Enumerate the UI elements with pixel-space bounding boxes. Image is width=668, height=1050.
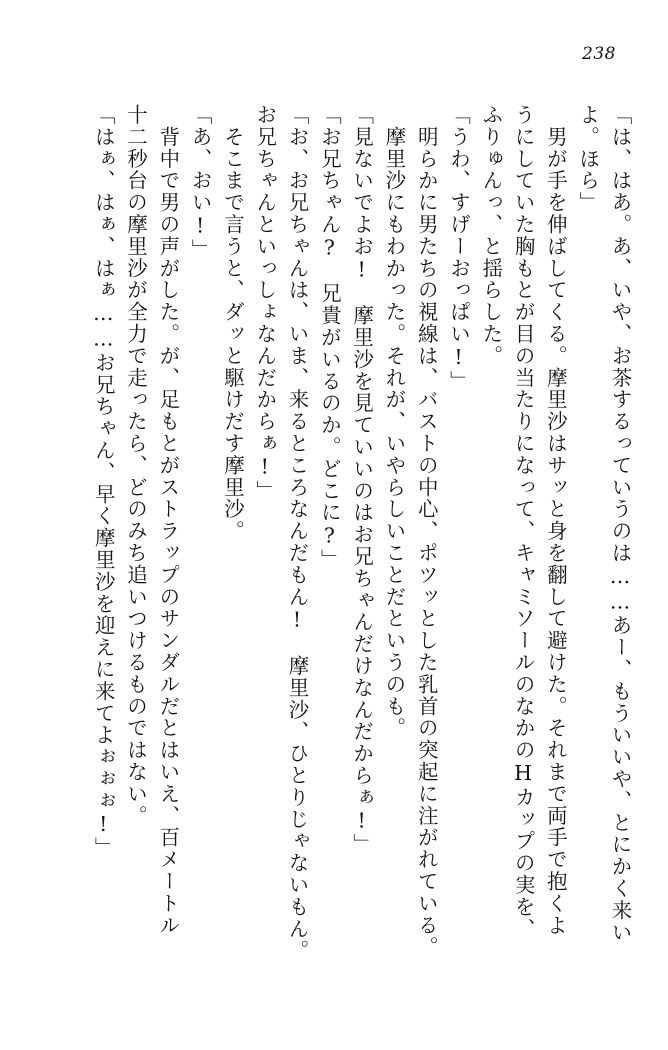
text-line: 明らかに男たちの視線は、バストの中心、ポツッとした乳首の突起に注がれている。	[414, 104, 439, 959]
text-line: 「はぁ、はぁ、はぁ……お兄ちゃん、早く摩里沙を迎えに来てよぉぉぉ!」	[91, 104, 116, 860]
text-line: 「見ないでよお! 摩里沙を見ていいのはお兄ちゃんだけなんだからぁ!」	[349, 104, 374, 856]
text-line: ふりゅんっ、と揺らした。	[478, 104, 503, 367]
text-line: 「お兄ちゃん? 兄貴がいるのか。どこに?」	[317, 104, 342, 571]
text-line: 十二秒台の摩里沙が全力で走ったら、どのみち追いつけるものではない。	[123, 104, 148, 827]
text-line: 「は、はあ。あ、いや、お茶するっていうのは……あー、もういいや、とにかく来い	[608, 104, 632, 944]
text-line: うにしていた胸もとが目の当たりになって、キャミソールのなかのHカップの実を、	[511, 104, 536, 940]
text-line: 摩里沙にもわかった。それが、いやらしいことだというのも。	[381, 104, 406, 740]
vertical-text-body	[36, 104, 630, 984]
text-line: 背中で男の声がした。が、足もとがストラップのサンダルだとはいえ、百メートル	[155, 104, 180, 937]
text-line: 「お、お兄ちゃんは、いま、来るところなんだもん! 摩里沙、ひとりじゃないもん。	[285, 104, 310, 962]
text-line: よ。ほら」	[575, 104, 600, 214]
text-line: お兄ちゃんといっしょなんだからぁ!」	[252, 104, 277, 502]
text-line: 「うわ、すげーおっぱい!」	[446, 104, 471, 393]
page-number: 238	[582, 44, 616, 64]
text-line: 男が手を伸ばしてくる。摩里沙はサッと身を翻して避けた。それまで両手で抱くよ	[543, 104, 568, 937]
text-line: そこまで言うと、ダッと駆けだす摩里沙。	[220, 104, 245, 542]
text-line: 「あ、おい!」	[188, 104, 213, 261]
